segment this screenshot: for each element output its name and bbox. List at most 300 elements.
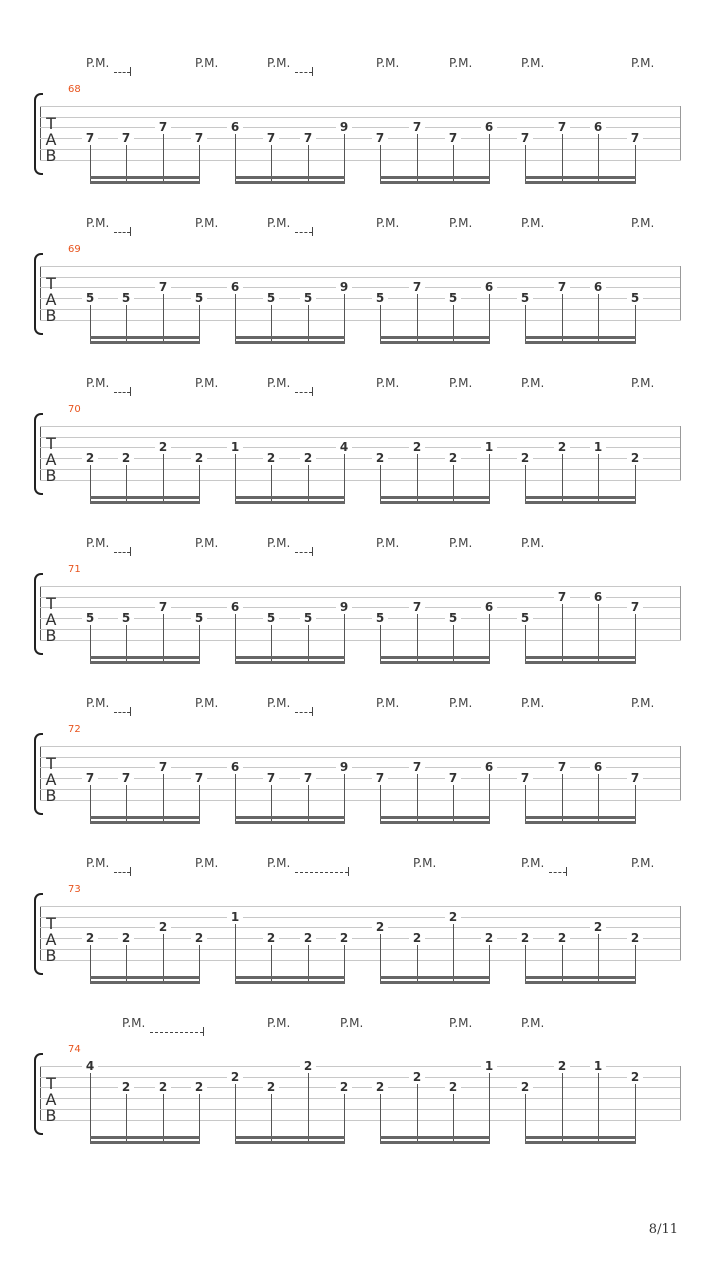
- fret-number[interactable]: 7: [118, 772, 134, 785]
- palm-mute-label: P.M.: [631, 56, 655, 70]
- note-stem: [235, 1083, 236, 1144]
- palm-mute-extension: [114, 232, 130, 233]
- fret-number[interactable]: 6: [227, 601, 243, 614]
- tab-clef-letter: T: [46, 274, 56, 293]
- tab-clef-letter: A: [45, 930, 57, 949]
- palm-mute-label: P.M.: [376, 56, 400, 70]
- palm-mute-extension: [295, 392, 312, 393]
- sixteenth-beam: [235, 496, 345, 499]
- palm-mute-label: P.M.: [86, 696, 110, 710]
- staff-line: [40, 640, 681, 641]
- fret-number[interactable]: 9: [336, 601, 352, 614]
- palm-mute-label: P.M.: [376, 696, 400, 710]
- fret-number[interactable]: 2: [82, 932, 98, 945]
- palm-mute-end: [203, 1027, 204, 1036]
- fret-number[interactable]: 7: [554, 591, 570, 604]
- fret-number[interactable]: 6: [481, 601, 497, 614]
- sixteenth-beam: [525, 176, 636, 179]
- fret-number[interactable]: 5: [372, 292, 388, 305]
- palm-mute-label: P.M.: [122, 1016, 146, 1030]
- sixteenth-beam: [90, 341, 200, 344]
- fret-number[interactable]: 5: [191, 292, 207, 305]
- fret-number[interactable]: 7: [372, 772, 388, 785]
- fret-number[interactable]: 9: [336, 281, 352, 294]
- staff-line: [40, 106, 681, 107]
- tab-clef-letter: B: [45, 626, 57, 645]
- fret-number[interactable]: 1: [227, 911, 243, 924]
- sixteenth-beam: [380, 661, 490, 664]
- palm-mute-label: P.M.: [195, 696, 219, 710]
- staff-line: [40, 1109, 681, 1110]
- fret-number[interactable]: 7: [517, 132, 533, 145]
- staff-line: [40, 757, 681, 758]
- sixteenth-beam: [380, 1141, 490, 1144]
- fret-number[interactable]: 2: [445, 452, 461, 465]
- fret-number[interactable]: 2: [409, 932, 425, 945]
- fret-number[interactable]: 7: [627, 772, 643, 785]
- fret-number[interactable]: 5: [82, 612, 98, 625]
- tab-clef-letter: T: [46, 914, 56, 933]
- palm-mute-end: [312, 227, 313, 236]
- staff-line: [40, 1120, 681, 1121]
- staff-line: [40, 469, 681, 470]
- sixteenth-beam: [235, 661, 345, 664]
- sixteenth-beam: [525, 336, 636, 339]
- fret-number[interactable]: 5: [517, 292, 533, 305]
- palm-mute-label: P.M.: [631, 856, 655, 870]
- palm-mute-extension: [295, 712, 312, 713]
- palm-mute-extension: [549, 872, 566, 873]
- fret-number[interactable]: 7: [191, 772, 207, 785]
- staff-line: [40, 927, 681, 928]
- palm-mute-label: P.M.: [267, 856, 291, 870]
- sixteenth-beam: [90, 1141, 200, 1144]
- tab-clef-letter: A: [45, 1090, 57, 1109]
- fret-number[interactable]: 2: [191, 932, 207, 945]
- palm-mute-label: P.M.: [521, 376, 545, 390]
- fret-number[interactable]: 7: [82, 772, 98, 785]
- fret-number[interactable]: 2: [590, 921, 606, 934]
- sixteenth-beam: [525, 1136, 636, 1139]
- sixteenth-beam: [380, 976, 490, 979]
- palm-mute-label: P.M.: [449, 536, 473, 550]
- fret-number[interactable]: 5: [82, 292, 98, 305]
- sixteenth-beam: [380, 656, 490, 659]
- fret-number[interactable]: 2: [409, 1071, 425, 1084]
- staff-line: [40, 800, 681, 801]
- sixteenth-beam: [525, 816, 636, 819]
- palm-mute-end: [130, 227, 131, 236]
- fret-number[interactable]: 1: [481, 441, 497, 454]
- fret-number[interactable]: 5: [300, 292, 316, 305]
- fret-number[interactable]: 2: [227, 1071, 243, 1084]
- palm-mute-label: P.M.: [376, 536, 400, 550]
- fret-number[interactable]: 7: [155, 601, 171, 614]
- fret-number[interactable]: 2: [517, 1081, 533, 1094]
- end-barline: [680, 586, 681, 640]
- fret-number[interactable]: 7: [409, 761, 425, 774]
- fret-number[interactable]: 5: [191, 612, 207, 625]
- staff-line: [40, 949, 681, 950]
- note-stem: [90, 1072, 91, 1144]
- fret-number[interactable]: 2: [118, 932, 134, 945]
- palm-mute-end: [566, 867, 567, 876]
- fret-number[interactable]: 2: [554, 441, 570, 454]
- palm-mute-end: [130, 387, 131, 396]
- palm-mute-label: P.M.: [267, 1016, 291, 1030]
- sixteenth-beam: [90, 661, 200, 664]
- staff-line: [40, 597, 681, 598]
- staff-line: [40, 149, 681, 150]
- tab-system: [0, 1010, 720, 1170]
- fret-number[interactable]: 9: [336, 761, 352, 774]
- palm-mute-label: P.M.: [195, 56, 219, 70]
- palm-mute-extension: [295, 72, 312, 73]
- sixteenth-beam: [380, 176, 490, 179]
- palm-mute-label: P.M.: [631, 376, 655, 390]
- fret-number[interactable]: 2: [627, 1071, 643, 1084]
- fret-number[interactable]: 2: [118, 452, 134, 465]
- staff-start-line: [40, 746, 41, 800]
- note-stem: [235, 923, 236, 984]
- sixteenth-beam: [90, 496, 200, 499]
- sixteenth-beam: [525, 981, 636, 984]
- fret-number[interactable]: 7: [300, 132, 316, 145]
- fret-number[interactable]: 2: [300, 932, 316, 945]
- fret-number[interactable]: 2: [300, 1060, 316, 1073]
- palm-mute-label: P.M.: [376, 216, 400, 230]
- fret-number[interactable]: 2: [118, 1081, 134, 1094]
- fret-number[interactable]: 5: [118, 612, 134, 625]
- fret-number[interactable]: 7: [409, 601, 425, 614]
- staff-line: [40, 618, 681, 619]
- fret-number[interactable]: 2: [627, 932, 643, 945]
- end-barline: [680, 906, 681, 960]
- fret-number[interactable]: 7: [82, 132, 98, 145]
- fret-number[interactable]: 7: [118, 132, 134, 145]
- staff-line: [40, 277, 681, 278]
- palm-mute-label: P.M.: [631, 216, 655, 230]
- palm-mute-label: P.M.: [195, 536, 219, 550]
- fret-number[interactable]: 1: [590, 1060, 606, 1073]
- palm-mute-extension: [114, 72, 130, 73]
- fret-number[interactable]: 7: [155, 761, 171, 774]
- fret-number[interactable]: 7: [263, 772, 279, 785]
- fret-number[interactable]: 7: [263, 132, 279, 145]
- fret-number[interactable]: 2: [372, 1081, 388, 1094]
- fret-number[interactable]: 7: [191, 132, 207, 145]
- palm-mute-label: P.M.: [449, 696, 473, 710]
- fret-number[interactable]: 9: [336, 121, 352, 134]
- palm-mute-label: P.M.: [86, 536, 110, 550]
- tab-clef-letter: T: [46, 434, 56, 453]
- sixteenth-beam: [525, 821, 636, 824]
- note-stem: [453, 923, 454, 984]
- fret-number[interactable]: 6: [590, 761, 606, 774]
- fret-number[interactable]: 1: [481, 1060, 497, 1073]
- fret-number[interactable]: 7: [554, 761, 570, 774]
- fret-number[interactable]: 7: [155, 121, 171, 134]
- note-stem: [489, 1072, 490, 1144]
- fret-number[interactable]: 5: [263, 612, 279, 625]
- fret-number[interactable]: 5: [263, 292, 279, 305]
- palm-mute-extension: [114, 392, 130, 393]
- palm-mute-label: P.M.: [86, 56, 110, 70]
- fret-number[interactable]: 2: [627, 452, 643, 465]
- fret-number[interactable]: 2: [155, 921, 171, 934]
- sixteenth-beam: [235, 336, 345, 339]
- fret-number[interactable]: 1: [227, 441, 243, 454]
- note-stem: [598, 1072, 599, 1144]
- palm-mute-label: P.M.: [86, 376, 110, 390]
- tab-system: [0, 850, 720, 1010]
- staff-start-line: [40, 906, 41, 960]
- fret-number[interactable]: 7: [409, 281, 425, 294]
- fret-number[interactable]: 2: [191, 452, 207, 465]
- tab-system: [0, 50, 720, 210]
- fret-number[interactable]: 5: [445, 292, 461, 305]
- tab-clef-letter: B: [45, 306, 57, 325]
- fret-number[interactable]: 5: [300, 612, 316, 625]
- staff-line: [40, 458, 681, 459]
- palm-mute-label: P.M.: [86, 856, 110, 870]
- measure-number: 69: [68, 244, 81, 255]
- staff-line: [40, 778, 681, 779]
- palm-mute-extension: [114, 552, 130, 553]
- fret-number[interactable]: 4: [336, 441, 352, 454]
- tab-clef-letter: B: [45, 946, 57, 965]
- sixteenth-beam: [90, 501, 200, 504]
- staff-line: [40, 906, 681, 907]
- staff-line: [40, 586, 681, 587]
- tab-clef-letter: A: [45, 450, 57, 469]
- sixteenth-beam: [235, 1136, 345, 1139]
- sixteenth-beam: [235, 976, 345, 979]
- tab-system: [0, 370, 720, 530]
- fret-number[interactable]: 2: [554, 1060, 570, 1073]
- staff-start-line: [40, 426, 41, 480]
- fret-number[interactable]: 7: [554, 121, 570, 134]
- staff-line: [40, 320, 681, 321]
- sixteenth-beam: [90, 1136, 200, 1139]
- tab-clef-letter: T: [46, 114, 56, 133]
- palm-mute-end: [348, 867, 349, 876]
- fret-number[interactable]: 2: [409, 441, 425, 454]
- fret-number[interactable]: 6: [227, 761, 243, 774]
- sixteenth-beam: [90, 976, 200, 979]
- palm-mute-label: P.M.: [195, 376, 219, 390]
- staff-line: [40, 789, 681, 790]
- fret-number[interactable]: 2: [554, 932, 570, 945]
- fret-number[interactable]: 2: [82, 452, 98, 465]
- staff-line: [40, 960, 681, 961]
- measure-number: 73: [68, 884, 81, 895]
- sixteenth-beam: [235, 981, 345, 984]
- end-barline: [680, 426, 681, 480]
- fret-number[interactable]: 6: [481, 761, 497, 774]
- fret-number[interactable]: 7: [445, 772, 461, 785]
- tab-clef-letter: A: [45, 770, 57, 789]
- palm-mute-label: P.M.: [449, 56, 473, 70]
- palm-mute-label: P.M.: [449, 1016, 473, 1030]
- sixteenth-beam: [90, 656, 200, 659]
- palm-mute-extension: [150, 1032, 203, 1033]
- sixteenth-beam: [90, 821, 200, 824]
- fret-number[interactable]: 2: [336, 1081, 352, 1094]
- staff-line: [40, 1066, 681, 1067]
- sixteenth-beam: [380, 501, 490, 504]
- sixteenth-beam: [380, 496, 490, 499]
- fret-number[interactable]: 2: [372, 921, 388, 934]
- sixteenth-beam: [525, 976, 636, 979]
- fret-number[interactable]: 6: [481, 121, 497, 134]
- fret-number[interactable]: 2: [445, 911, 461, 924]
- end-barline: [680, 266, 681, 320]
- end-barline: [680, 746, 681, 800]
- staff-line: [40, 767, 681, 768]
- palm-mute-label: P.M.: [631, 696, 655, 710]
- fret-number[interactable]: 6: [590, 591, 606, 604]
- palm-mute-label: P.M.: [449, 216, 473, 230]
- measure-number: 70: [68, 404, 81, 415]
- fret-number[interactable]: 2: [336, 932, 352, 945]
- sixteenth-beam: [380, 336, 490, 339]
- sixteenth-beam: [90, 181, 200, 184]
- fret-number[interactable]: 7: [372, 132, 388, 145]
- fret-number[interactable]: 7: [300, 772, 316, 785]
- palm-mute-extension: [114, 712, 130, 713]
- fret-number[interactable]: 7: [445, 132, 461, 145]
- staff-line: [40, 1098, 681, 1099]
- note-stem: [598, 603, 599, 664]
- fret-number[interactable]: 7: [554, 281, 570, 294]
- palm-mute-label: P.M.: [521, 536, 545, 550]
- sixteenth-beam: [525, 501, 636, 504]
- fret-number[interactable]: 7: [409, 121, 425, 134]
- sixteenth-beam: [235, 341, 345, 344]
- fret-number[interactable]: 2: [155, 1081, 171, 1094]
- staff-start-line: [40, 586, 41, 640]
- fret-number[interactable]: 2: [191, 1081, 207, 1094]
- palm-mute-end: [130, 67, 131, 76]
- sixteenth-beam: [380, 821, 490, 824]
- fret-number[interactable]: 7: [517, 772, 533, 785]
- staff-line: [40, 309, 681, 310]
- palm-mute-extension: [114, 872, 130, 873]
- end-barline: [680, 106, 681, 160]
- fret-number[interactable]: 6: [590, 121, 606, 134]
- fret-number[interactable]: 2: [445, 1081, 461, 1094]
- fret-number[interactable]: 4: [82, 1060, 98, 1073]
- tab-system: [0, 210, 720, 370]
- fret-number[interactable]: 2: [300, 452, 316, 465]
- fret-number[interactable]: 6: [227, 121, 243, 134]
- palm-mute-end: [312, 387, 313, 396]
- page-number: 8/11: [648, 1222, 678, 1237]
- fret-number[interactable]: 5: [627, 292, 643, 305]
- tab-clef-letter: T: [46, 594, 56, 613]
- staff-start-line: [40, 106, 41, 160]
- palm-mute-label: P.M.: [521, 56, 545, 70]
- note-stem: [308, 1072, 309, 1144]
- measure-number: 71: [68, 564, 81, 575]
- sixteenth-beam: [380, 816, 490, 819]
- fret-number[interactable]: 2: [481, 932, 497, 945]
- staff-line: [40, 437, 681, 438]
- sixteenth-beam: [525, 496, 636, 499]
- sixteenth-beam: [90, 816, 200, 819]
- palm-mute-end: [130, 547, 131, 556]
- sixteenth-beam: [380, 181, 490, 184]
- sixteenth-beam: [235, 816, 345, 819]
- fret-number[interactable]: 7: [627, 601, 643, 614]
- fret-number[interactable]: 5: [445, 612, 461, 625]
- fret-number[interactable]: 5: [118, 292, 134, 305]
- sixteenth-beam: [235, 1141, 345, 1144]
- tab-clef-letter: B: [45, 466, 57, 485]
- measure-number: 72: [68, 724, 81, 735]
- palm-mute-extension: [295, 552, 312, 553]
- palm-mute-label: P.M.: [195, 856, 219, 870]
- fret-number[interactable]: 2: [517, 932, 533, 945]
- sixteenth-beam: [380, 1136, 490, 1139]
- staff-line: [40, 117, 681, 118]
- tab-clef-letter: T: [46, 1074, 56, 1093]
- sixteenth-beam: [90, 981, 200, 984]
- fret-number[interactable]: 6: [481, 281, 497, 294]
- palm-mute-label: P.M.: [267, 376, 291, 390]
- fret-number[interactable]: 1: [590, 441, 606, 454]
- tab-clef-letter: B: [45, 1106, 57, 1125]
- fret-number[interactable]: 5: [372, 612, 388, 625]
- sixteenth-beam: [235, 501, 345, 504]
- end-barline: [680, 1066, 681, 1120]
- fret-number[interactable]: 2: [263, 932, 279, 945]
- palm-mute-label: P.M.: [449, 376, 473, 390]
- staff-line: [40, 1077, 681, 1078]
- tab-clef-letter: A: [45, 130, 57, 149]
- fret-number[interactable]: 2: [155, 441, 171, 454]
- sixteenth-beam: [235, 656, 345, 659]
- note-stem: [562, 1072, 563, 1144]
- fret-number[interactable]: 5: [517, 612, 533, 625]
- fret-number[interactable]: 6: [590, 281, 606, 294]
- palm-mute-label: P.M.: [195, 216, 219, 230]
- staff-line: [40, 298, 681, 299]
- sixteenth-beam: [90, 176, 200, 179]
- staff-line: [40, 938, 681, 939]
- staff-line: [40, 127, 681, 128]
- staff-line: [40, 1087, 681, 1088]
- sixteenth-beam: [525, 1141, 636, 1144]
- fret-number[interactable]: 7: [627, 132, 643, 145]
- tab-clef-letter: T: [46, 754, 56, 773]
- palm-mute-label: P.M.: [86, 216, 110, 230]
- tab-system: [0, 530, 720, 690]
- sixteenth-beam: [235, 181, 345, 184]
- fret-number[interactable]: 2: [263, 452, 279, 465]
- fret-number[interactable]: 6: [227, 281, 243, 294]
- staff-start-line: [40, 1066, 41, 1120]
- fret-number[interactable]: 2: [263, 1081, 279, 1094]
- fret-number[interactable]: 2: [372, 452, 388, 465]
- staff-line: [40, 160, 681, 161]
- fret-number[interactable]: 7: [155, 281, 171, 294]
- fret-number[interactable]: 2: [517, 452, 533, 465]
- sixteenth-beam: [90, 336, 200, 339]
- staff-line: [40, 447, 681, 448]
- measure-number: 68: [68, 84, 81, 95]
